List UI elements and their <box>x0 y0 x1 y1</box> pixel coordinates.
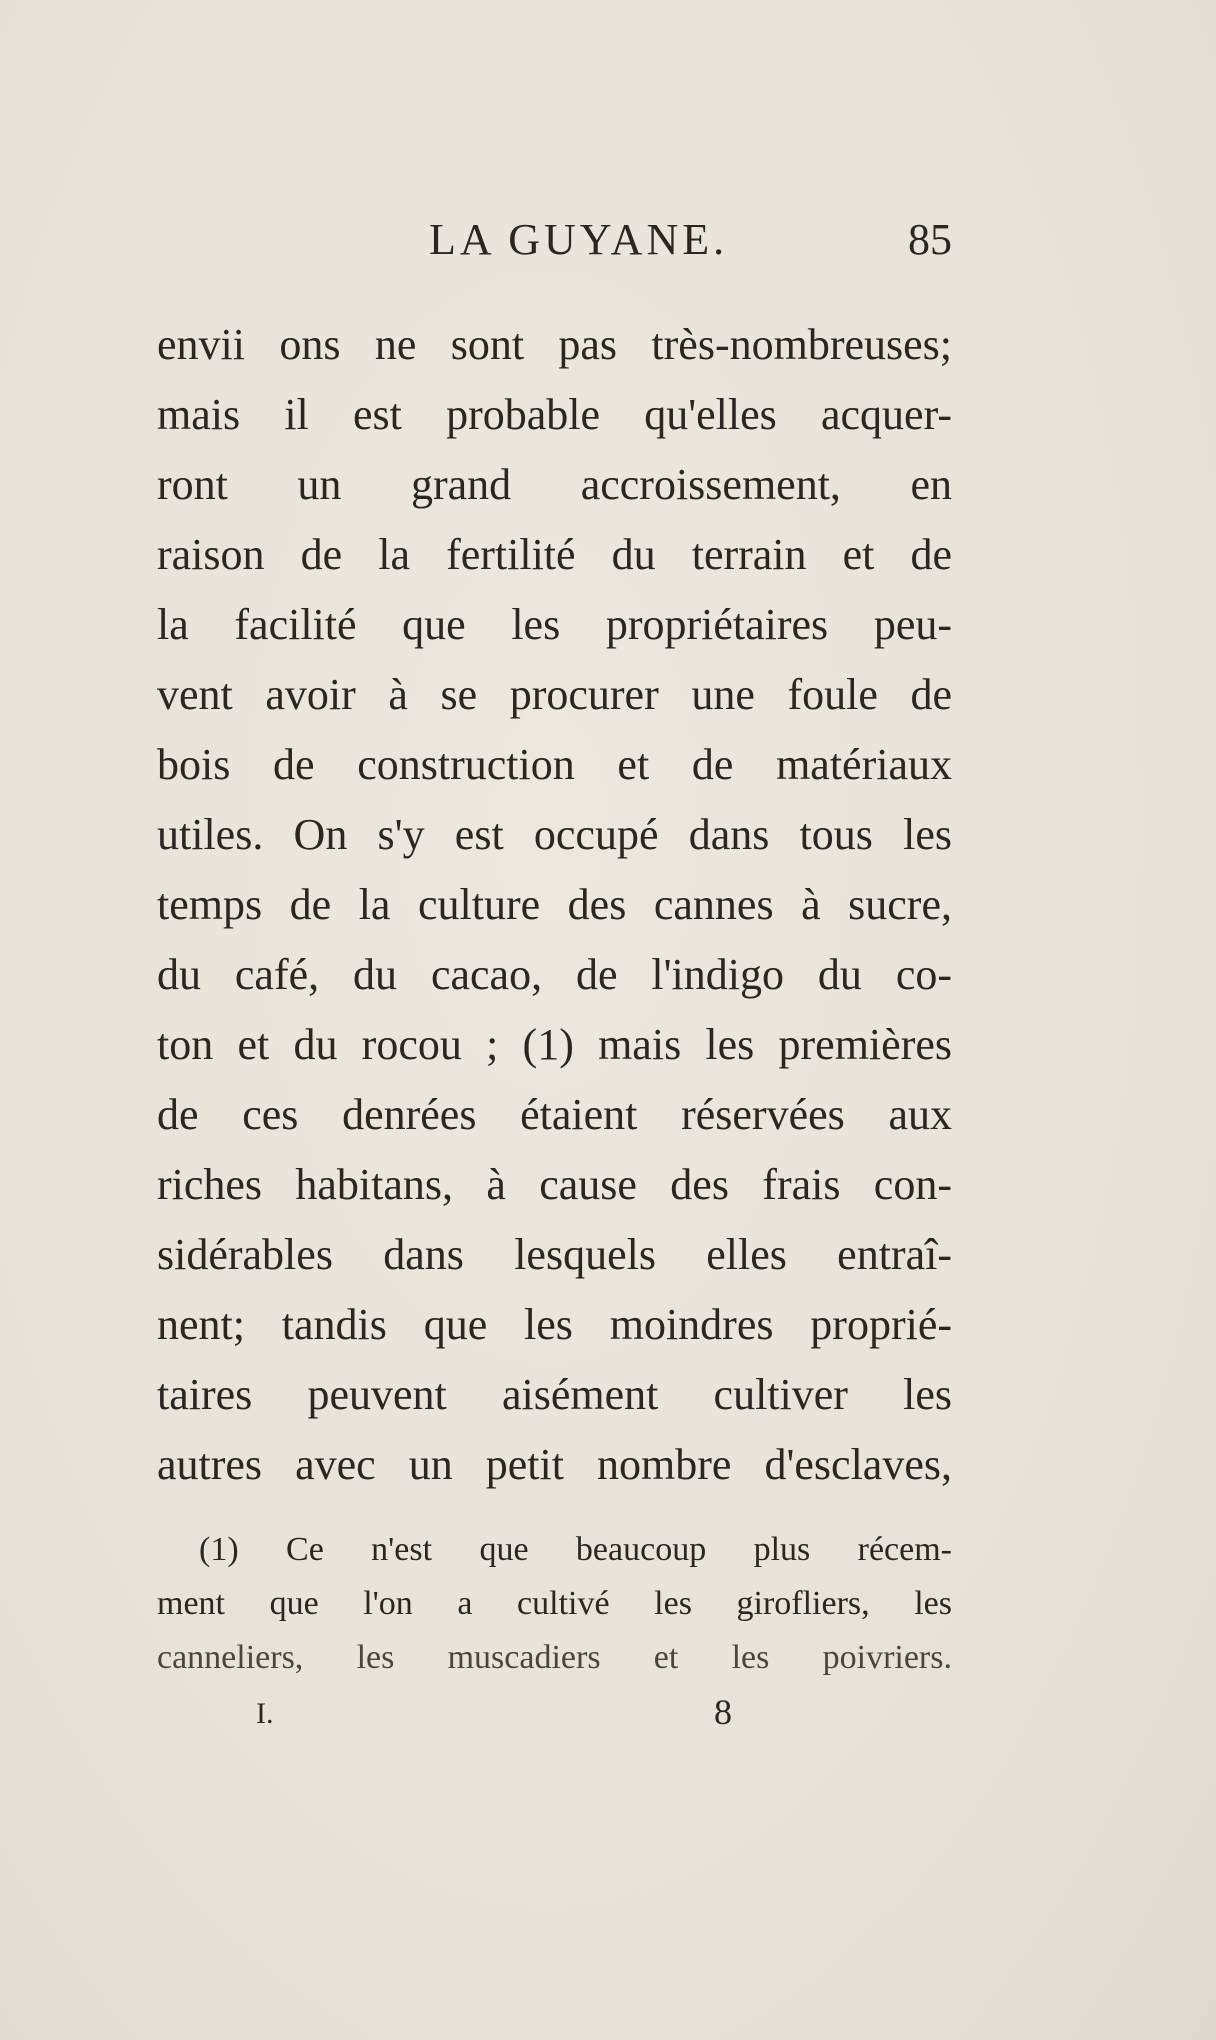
footnote <box>157 1523 952 1685</box>
body-line: temps de la culture des cannes à sucre, <box>157 880 952 929</box>
body-line: mais il est probable qu'elles acquer- <box>157 390 952 439</box>
body-line: ton et du rocou ; (1) mais les premières <box>157 1020 952 1069</box>
volume-signature-mark: I. <box>256 1697 274 1730</box>
body-line: raison de la fertilité du terrain et de <box>157 530 952 579</box>
body-line: nent; tandis que les moindres proprié- <box>157 1300 952 1349</box>
body-line: la facilité que les propriétaires peu- <box>157 600 952 649</box>
body-line: autres avec un petit nombre d'esclaves, <box>157 1440 952 1489</box>
body-line: vent avoir à se procurer une foule de <box>157 670 952 719</box>
body-line: de ces denrées étaient réservées aux <box>157 1090 952 1139</box>
body-line: riches habitans, à cause des frais con- <box>157 1160 952 1209</box>
body-line: ront un grand accroissement, en <box>157 460 952 509</box>
page-number: 85 <box>908 215 952 264</box>
footnote-line: (1) Ce n'est que beaucoup plus récem- <box>199 1531 952 1568</box>
body-line: utiles. On s'y est occupé dans tous les <box>157 810 952 859</box>
footnote-line: canneliers, les muscadiers et les poivriers. <box>157 1639 952 1676</box>
body-line: taires peuvent aisément cultiver les <box>157 1370 952 1419</box>
running-head <box>157 210 952 270</box>
body-text <box>157 310 952 1500</box>
footnote-line: ment que l'on a cultivé les girofliers, les <box>157 1585 952 1622</box>
body-line: bois de construction et de matériaux <box>157 740 952 789</box>
body-line: du café, du cacao, de l'indigo du co- <box>157 950 952 999</box>
body-line: envii ons ne sont pas très-nombreuses; <box>157 320 952 369</box>
body-line: sidérables dans lesquels elles entraî- <box>157 1230 952 1279</box>
running-title: LA GUYANE. <box>429 215 729 264</box>
gathering-number: 8 <box>714 1692 732 1732</box>
